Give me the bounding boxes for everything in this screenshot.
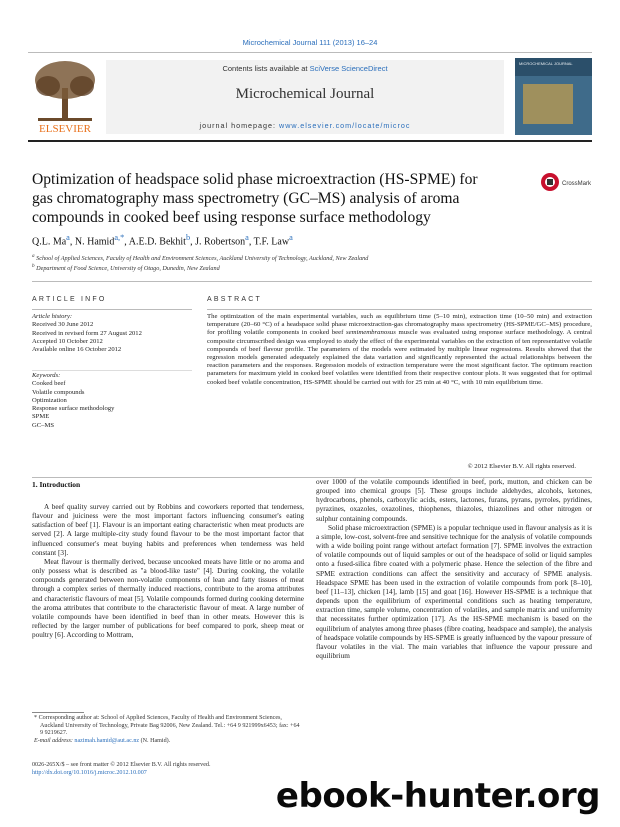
body-paragraph: Meat flavour is thermally derived, because uncooked meats have little or no aroma and only possess what is described as "a blood-like taste" [4]. During cooking, the volatile compounds generated between non-volatile components of lean and fatty tissues of meat through a complex series of thermally induced reactions, contribute to the aroma attributes and characteristic flavours of meat [5]. Volatile compounds formed during cooking determine the aroma attributes that contribute to the characteristic flavour of meat. A large number of volatile compounds have been identified in beef than in other meats. However this is reflected by the larger number of publications for beef compared to pork, sheep meat or poultry [6]. According to Mottram, bbox=[32, 557, 304, 640]
journal-reference[interactable]: Microchemical Journal 111 (2013) 16–24 bbox=[242, 38, 378, 47]
affiliation-a-text: School of Applied Sciences, Faculty of Health and Environment Sciences, Auckland University of Technology, Auckland, New Zealand bbox=[36, 255, 369, 263]
history-heading: Article history: bbox=[32, 313, 73, 320]
affiliation-b-text: Department of Food Science, University of Otago, Dunedin, New Zealand bbox=[36, 265, 220, 273]
email-note bbox=[32, 738, 304, 746]
history-received: Received 30 June 2012 bbox=[32, 321, 94, 329]
keyword-item: Optimization bbox=[32, 396, 67, 404]
author-name: T.F. Law bbox=[253, 236, 290, 248]
email-suffix: (N. Hamid). bbox=[139, 737, 171, 744]
body-paragraph: A beef quality survey carried out by Robbins and coworkers reported that tenderness, flavour and juiciness were the most important factors influencing consumer's eating satisfaction of beef [1]. Flavour is an important eating characteristic when meat products are served [2]. A large multiple-city study found flavour to be the most important factor that influenced consumer's meat buying habits and preferences when tenderness was held constant [3]. bbox=[32, 503, 304, 557]
article-history bbox=[32, 313, 192, 354]
doi-link[interactable]: http://dx.doi.org/10.1016/j.microc.2012.10.007 bbox=[32, 770, 147, 776]
contents-line bbox=[106, 64, 504, 73]
keywords bbox=[32, 372, 192, 430]
author-name: N. Hamid bbox=[74, 236, 115, 248]
info-divider bbox=[32, 370, 192, 371]
footnote-rule bbox=[32, 712, 84, 713]
affiliation-a bbox=[32, 253, 592, 262]
body-left-column bbox=[32, 503, 304, 640]
contents-prefix: Contents lists available at bbox=[222, 64, 310, 73]
history-online: Available online 16 October 2012 bbox=[32, 346, 122, 354]
sciencedirect-link[interactable]: SciVerse ScienceDirect bbox=[309, 64, 388, 73]
author-affiliation-mark[interactable]: a bbox=[66, 233, 70, 242]
history-revised: Received in revised form 27 August 2012 bbox=[32, 329, 142, 337]
affiliation-b-mark: b bbox=[32, 263, 35, 269]
abstract-rule bbox=[207, 309, 592, 310]
issn-block bbox=[32, 761, 304, 777]
header-bottom-rule bbox=[28, 140, 592, 142]
corresponding-author-note: * Corresponding author at: School of Applied Sciences, Faculty of Health and Environment Sciences, Auckland University of Technology, Private Bag 92006, New Zealand. Tel.: +64 9 921999x6453; fax: +64 9 9219627. bbox=[34, 715, 300, 737]
paper-title: Optimization of headspace solid phase microextraction (HS-SPME) for gas chromatography mass spectrometry (GC–MS) analysis of aroma compounds in cooked beef using response surface methodology bbox=[32, 171, 478, 226]
journal-title: Microchemical Journal bbox=[235, 86, 375, 102]
affiliation-a-mark: a bbox=[32, 253, 35, 259]
keyword-item: Response surface methodology bbox=[32, 405, 115, 413]
author-affiliation-mark[interactable]: a,* bbox=[114, 233, 125, 242]
author-affiliation-mark[interactable]: a bbox=[289, 233, 293, 242]
author-affiliation-mark[interactable]: a bbox=[245, 233, 249, 242]
affiliation-b bbox=[32, 263, 592, 272]
issn-line: 0026-265X/$ – see front matter © 2012 Elsevier B.V. All rights reserved. bbox=[32, 762, 211, 768]
journal-homepage bbox=[106, 121, 504, 130]
elsevier-wordmark: ELSEVIER bbox=[39, 123, 91, 135]
history-accepted: Accepted 10 October 2012 bbox=[32, 337, 103, 345]
homepage-prefix: journal homepage: bbox=[199, 121, 280, 130]
body-right-column bbox=[316, 478, 592, 661]
abstract-italic-term: semimembranosus bbox=[346, 329, 396, 337]
keyword-item: Cooked beef bbox=[32, 380, 66, 388]
footnote bbox=[32, 715, 304, 745]
author-separator: , bbox=[248, 236, 254, 248]
author-name: Q.L. Ma bbox=[32, 236, 67, 248]
header-top-rule bbox=[28, 52, 592, 53]
abstract-text bbox=[207, 313, 592, 387]
info-rule bbox=[32, 309, 192, 310]
cover-title: MICROCHEMICAL JOURNAL bbox=[519, 61, 573, 66]
body-paragraph: Solid phase microextraction (SPME) is a popular technique used in flavour analysis as it is a simple, low-cost, solvent-free and sensitive technique for the analysis of volatile compounds with a wide boiling point range without artefact formation [7]. SPME involves the extraction of volatile compounds out of liquid samples or out of the headspace of solid or liquid samples onto a fused-silica fibre coated with a polymeric phase. Hence the selection of the fibre and SPME extraction conditions can affect the sensitivity and accuracy of SPME analysis. Headspace SPME has been used in the extraction of volatile compounds from pork [8–10], beef [11–13], chicken [14], lamb [15] and goat [16]. However HS-SPME is a technique that depends upon the equilibrium of experimental conditions such as heating temperature, extraction time, sample volume, concentration of volatiles, and sample matrix and uniformity that necessitates further optimization [17]. As the HS-SPME mechanism is based on the equilibrium of analytes among three phases (fibre coating, headspace and sample), the analysis of headspace volatile compounds by HS-SPME is greatly influenced by the vapour pressure of flavour volatiles in the vial. The main variables that influence the vapour pressure and equilibrium bbox=[316, 523, 592, 660]
abstract-heading: ABSTRACT bbox=[207, 296, 262, 303]
crossmark-icon[interactable] bbox=[540, 170, 592, 194]
author-separator: , bbox=[124, 236, 129, 248]
abstract-part-1: The optimization of the main experimental variables, such as equilibrium time (5–10 min), extraction time (10–50 min) and extraction temperature (20–60 °C) of a headspace solid phase microextraction-gas chromatography mass spectrometry (HS-SPME/GC–MS) procedure, for profiling volatile components in cooked beef bbox=[207, 313, 592, 337]
article-info-heading: ARTICLE INFO bbox=[32, 296, 107, 303]
body-paragraph: over 1000 of the volatile compounds identified in beef, pork, mutton, and chicken can be grouped into chemical groups [5]. These groups include aldehydes, alcohols, ketones, hydrocarbons, phenols, carboxylic acids, esters, lactones, furans, pyrans, pyrroles, pyridines, pyrazines, oxazoles, oxazolines, thiophenes, thiazoles, thiazolines and other nitrogen or sulphur containing compounds. bbox=[316, 478, 592, 523]
cover-illustration bbox=[523, 84, 573, 124]
author-name: J. Robertson bbox=[195, 236, 246, 248]
keyword-item: Volatile compounds bbox=[32, 388, 85, 396]
author-separator: , bbox=[190, 236, 196, 248]
keyword-item: GC–MS bbox=[32, 421, 54, 429]
email-link[interactable]: nazimah.hamid@aut.ac.nz bbox=[74, 737, 140, 744]
journal-cover-image bbox=[515, 58, 592, 135]
author-list bbox=[32, 233, 572, 247]
crossmark-label: CrossMark bbox=[562, 181, 592, 187]
author-separator: , bbox=[69, 236, 75, 248]
author-name: A.E.D. Bekhit bbox=[128, 236, 186, 248]
author-affiliation-mark[interactable]: b bbox=[185, 233, 191, 242]
introduction-heading: 1. Introduction bbox=[32, 480, 81, 489]
abstract-copyright: © 2012 Elsevier B.V. All rights reserved. bbox=[467, 463, 576, 470]
elsevier-logo bbox=[28, 58, 102, 136]
email-label: E-mail address: bbox=[34, 737, 75, 744]
keywords-heading: Keywords: bbox=[32, 372, 61, 379]
abstract-part-2: muscle was evaluated using response surface methodology. A central composite circumscribed design was employed to study the effect of the experimental variables on the extraction of ten representative volatile compounds of beef flavour profile. The parameters of the models were estimated by multiple linear regressions. Results showed that the regression models generated adequately explained the data variation and significantly represented the actual relationships between the reaction parameters and the responses. Regression models of extraction temperature were the most significant factor. The optimum reaction parameters for maximum yield in cooked beef volatiles were identified from their respective contour plots. It was suggested that for optimal cooked beef volatile concentration, HS-SPME should be carried out with for 25 min at 40 °C, with 10 min equilibrium time. bbox=[207, 329, 592, 386]
title-rule bbox=[32, 281, 592, 282]
watermark: ebook-hunter.org bbox=[275, 776, 600, 816]
homepage-link[interactable]: www.elsevier.com/locate/microc bbox=[279, 121, 411, 130]
keyword-item: SPME bbox=[32, 413, 50, 421]
